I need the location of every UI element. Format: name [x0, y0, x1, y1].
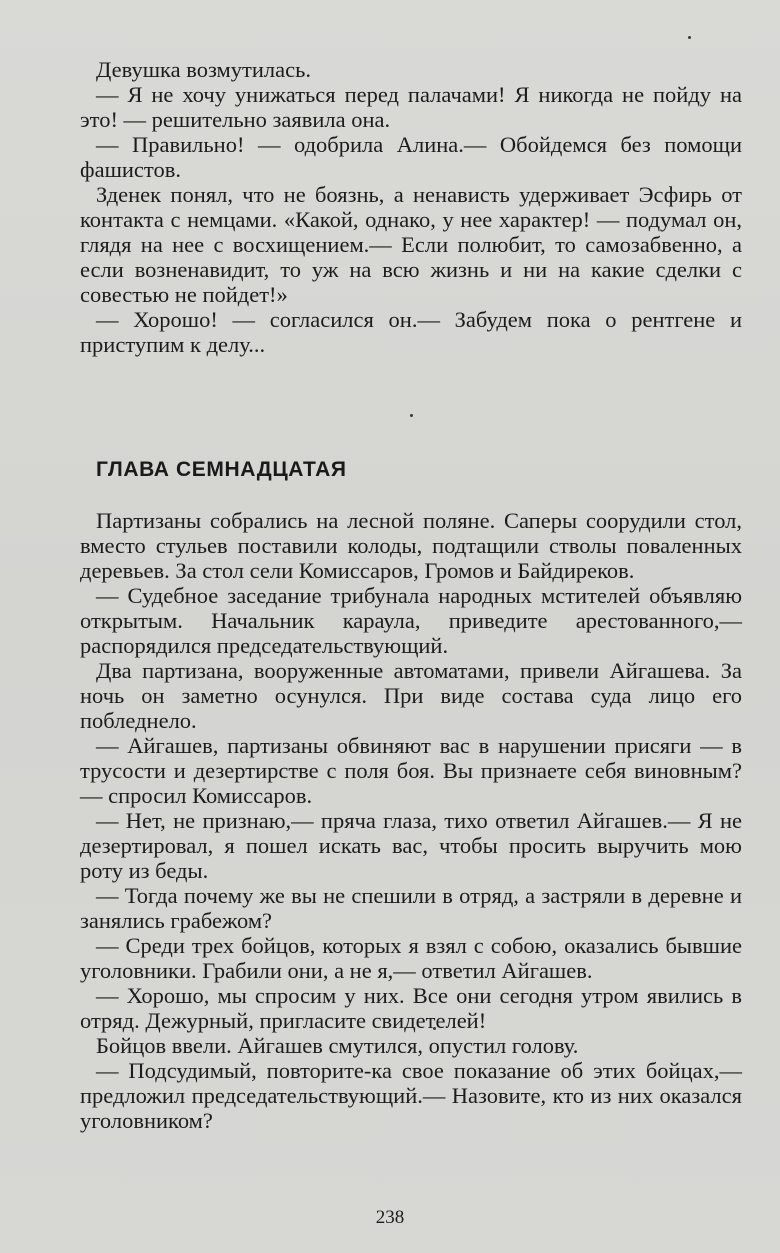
text-section-2: [80, 508, 742, 1133]
print-speck: [410, 414, 413, 417]
paragraph: — Хорошо! — согласился он.— Забудем пока о рентгене и приступим к делу...: [80, 307, 742, 357]
paragraph: — Я не хочу унижаться перед палачами! Я никогда не пойду на это! — решительно заявила она.: [80, 82, 742, 132]
paragraph: — Нет, не признаю,— пряча глаза, тихо ответил Айгашев.— Я не дезертировал, я пошел искать вас, чтобы просить выручить мою роту из беды.: [80, 808, 742, 883]
paragraph: — Среди трех бойцов, которых я взял с собою, оказались бывшие уголовники. Грабили они, а не я,— ответил Айгашев.: [80, 933, 742, 983]
paragraph: Партизаны собрались на лесной поляне. Саперы соорудили стол, вместо стульев поставили колоды, подтащили стволы поваленных деревьев. За стол сели Комиссаров, Громов и Байдиреков.: [80, 508, 742, 583]
page-number: 238: [375, 1207, 405, 1228]
text-section-1: [80, 57, 742, 357]
paragraph: — Хорошо, мы спросим у них. Все они сегодня утром явились в отряд. Дежурный, пригласите свидетелей!: [80, 983, 742, 1033]
paragraph: Зденек понял, что не боязнь, а ненависть удерживает Эсфирь от контакта с немцами. «Какой, однако, у нее характер! — подумал он, глядя на нее с восхищением.— Если полюбит, то самозабвенно, а если возненавидит, то уж на всю жизнь и ни на какие сделки с совестью не пойдет!»: [80, 182, 742, 307]
chapter-title: ГЛАВА СЕМНАДЦАТАЯ: [96, 458, 347, 481]
print-speck: [688, 36, 691, 39]
paragraph: Два партизана, вооруженные автоматами, привели Айгашева. За ночь он заметно осунулся. При виде состава суда лицо его побледнело.: [80, 658, 742, 733]
paragraph: — Айгашев, партизаны обвиняют вас в нарушении присяги — в трусости и дезертирстве с поля боя. Вы признаете себя виновным? — спросил Комиссаров.: [80, 733, 742, 808]
paragraph: — Подсудимый, повторите-ка свое показание об этих бойцах,— предложил председательствующий.— Назовите, кто из них оказался уголовником?: [80, 1058, 742, 1133]
paragraph: Девушка возмутилась.: [96, 57, 311, 82]
paragraph: — Правильно! — одобрила Алина.— Обойдемся без помощи фашистов.: [80, 132, 742, 182]
paragraph: Бойцов ввели. Айгашев смутился, опустил голову.: [96, 1033, 579, 1058]
paragraph: — Тогда почему же вы не спешили в отряд, а застряли в деревне и занялись грабежом?: [80, 883, 742, 933]
paragraph: — Судебное заседание трибунала народных мстителей объявляю открытым. Начальник караула, приведите арестованного,— распорядился председательствующий.: [80, 583, 742, 658]
